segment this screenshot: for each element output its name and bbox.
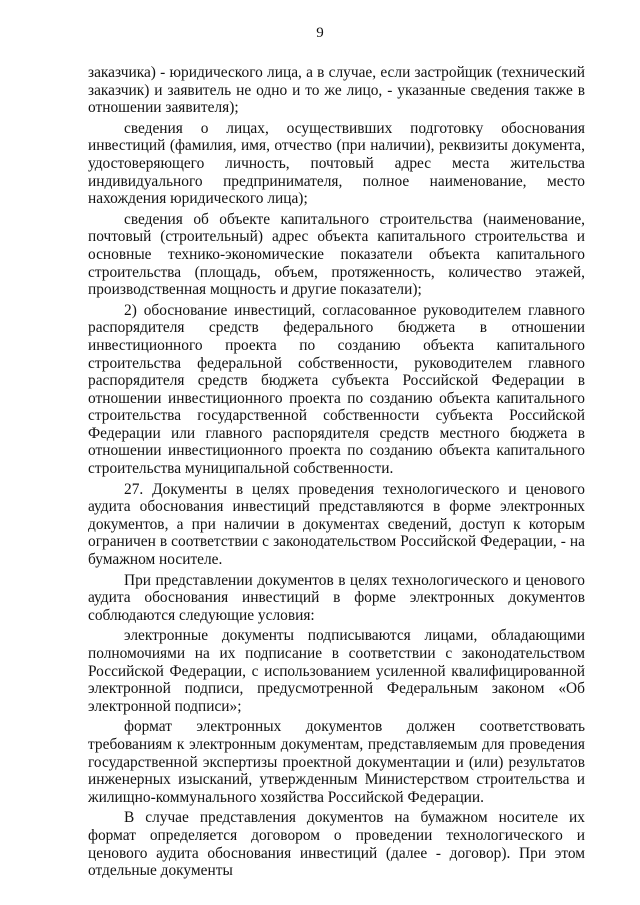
paragraph-object-info: сведения об объекте капитального строительства (наименование, почтовый (строительный) адрес объекта капитального строительства и основные технико-экономические показатели объекта капитального строительства (площадь, объем, протяженность, количество этажей, производственная мощность и другие показатели); — [88, 210, 585, 299]
paragraph-electronic-signature-condition: электронные документы подписываются лицами, обладающими полномочиями на их подписание в соответствии с законодательством Российской Федерации, с использованием усиленной квалифицированной электронной подписи, предусмотренной Федеральным законом «Об электронной подписи»; — [88, 627, 585, 715]
paragraph-item-2-approved-justification: 2) обоснование инвестиций, согласованное руководителем главного распорядителя средств федерального бюджета в отношении инвестиционного проекта по созданию объекта капитального строительства федеральной собственности, руководителем главного распорядителя средств бюджета субъекта Российской Федерации в отношении инвестиционного проекта по созданию объекта капитального строительства государственной собственности субъекта Российской Федерации или главного распорядителя средств местного бюджета в отношении инвестиционного проекта по созданию объекта капитального строительства муниципальной собственности. — [88, 301, 585, 478]
paragraph-applicant-info-end: заказчика) - юридического лица, а в случае, если застройщик (технический заказчик) и заявитель не одно и то же лицо, - указанные сведения также в отношении заявителя); — [88, 64, 585, 117]
paragraph-electronic-conditions-intro: При представлении документов в целях технологического и ценового аудита обоснования инвестиций в форме электронных документов соблюдаются следующие условия: — [88, 571, 585, 624]
paragraph-paper-documents-format: В случае представления документов на бумажном носителе их формат определяется договором о проведении технологического и ценового аудита обоснования инвестиций (далее - договор). При этом отдельные документы — [88, 809, 585, 880]
page-number: 9 — [316, 25, 324, 41]
paragraph-item-27-documents-form: 27. Документы в целях проведения технологического и ценового аудита обоснования инвестиций представляются в форме электронных документов, а при наличии в документах сведений, доступ к которым ограничен в соответствии с законодательством Российской Федерации, - на бумажном носителе. — [88, 480, 585, 569]
paragraph-electronic-format-condition: формат электронных документов должен соответствовать требованиям к электронным документам, представляемым для проведения государственной экспертизы проектной документации и (или) результатов инженерных изысканий, утвержденным Министерством строительства и жилищно-коммунального хозяйства Российской Федерации. — [88, 718, 585, 806]
document-body — [88, 64, 585, 880]
paragraph-preparers-info: сведения о лицах, осуществивших подготовку обоснования инвестиций (фамилия, имя, отчество (при наличии), реквизиты документа, удостоверяющего личность, почтовый адрес места жительства индивидуального предпринимателя, полное наименование, место нахождения юридического лица); — [88, 119, 585, 208]
